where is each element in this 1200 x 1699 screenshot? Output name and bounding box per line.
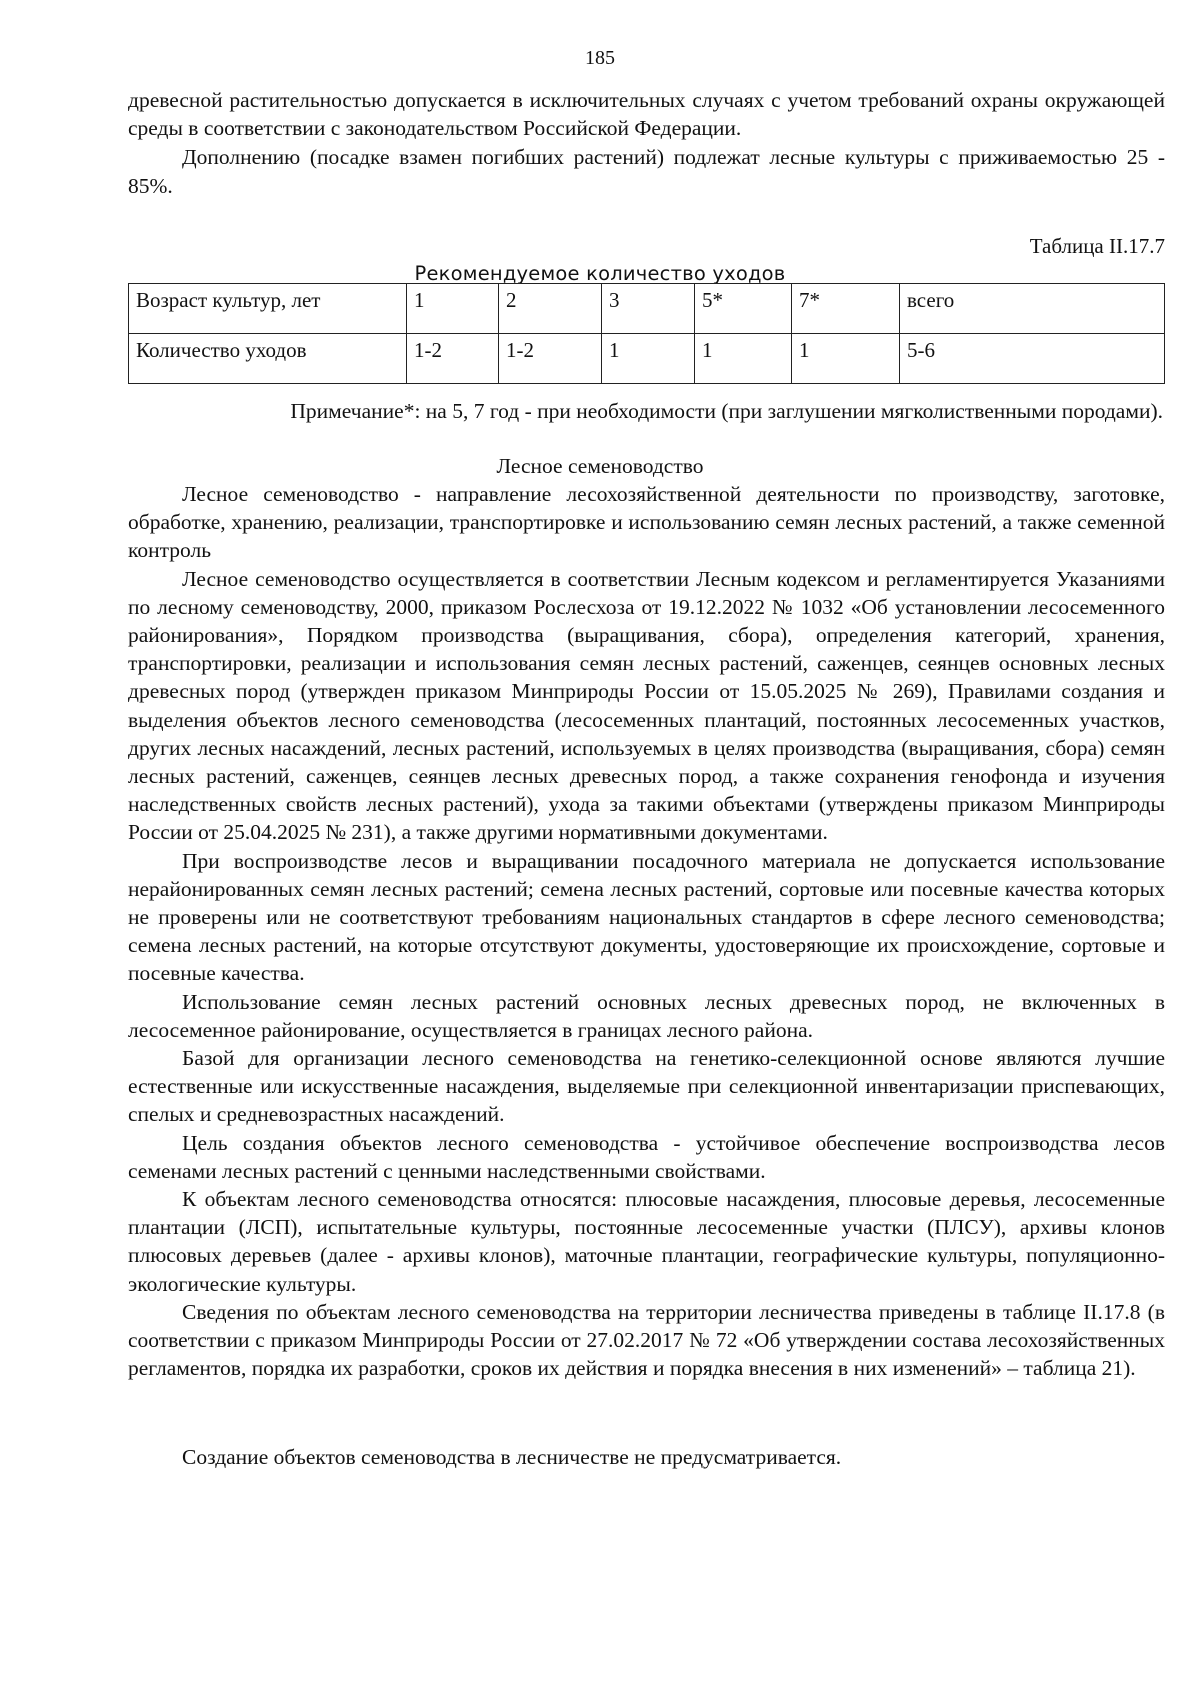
table-row — [129, 284, 1165, 334]
section-paragraph: Лесное семеноводство осуществляется в соответствии Лесным кодексом и регламентируется Указаниями по лесному семеноводству, 2000, приказом Рослесхоза от 19.12.2022 № 1032 «Об установлении лесосеменного районирования», Порядком производства (выращивания, сбора), определения категорий, хранения, транспортировки, реализации и использования семян лесных растений, саженцев, сеянцев основных лесных древесных пород (утвержден приказом Минприроды России от 15.05.2025 № 269), Правилами создания и выделения объектов лесного семеноводства (лесосеменных плантаций, постоянных лесосеменных участков, других лесных насаждений, лесных растений, используемых в целях производства (выращивания, сбора) семян лесных растений, саженцев, сеянцев лесных древесных пород, а также сохранения генофонда и изучения наследственных свойств лесных растений), ухода за такими объектами (утверждены приказом Минприроды России от 25.04.2025 № 231), а также другими нормативными документами. — [128, 566, 1165, 845]
table-cell: всего — [900, 284, 1165, 334]
section-paragraph: Цель создания объектов лесного семеноводства - устойчивое обеспечение воспроизводства лесов семенами лесных растений с ценными наследственными свойствами. — [128, 1130, 1165, 1183]
section-heading: Лесное семеноводство — [496, 454, 704, 478]
table-cell: 5* — [695, 284, 792, 334]
section-last — [128, 1443, 1165, 1471]
table-cell: 2 — [499, 284, 602, 334]
table-cell: 1 — [695, 334, 792, 384]
section-body — [128, 480, 1165, 1383]
intro-text — [128, 86, 1165, 200]
table-cell: 1 — [792, 334, 900, 384]
table-cell: 1 — [602, 334, 695, 384]
table-cell: Количество уходов — [129, 334, 407, 384]
table-note: Примечание*: на 5, 7 год - при необходимости (при заглушении мягколиственными породами). — [290, 399, 1163, 423]
table-cell: 1-2 — [499, 334, 602, 384]
table-cell: 5-6 — [900, 334, 1165, 384]
intro-paragraph-2: Дополнению (посадке взамен погибших растений) подлежат лесные культуры с приживаемостью 25 - 85%. — [128, 145, 1165, 198]
section-paragraph: При воспроизводстве лесов и выращивании посадочного материала не допускается использование нерайонированных семян лесных растений; семена лесных растений, сортовые или посевные качества которых не проверены или не соответствуют требованиям национальных стандартов в сфере лесного семеноводства; семена лесных растений, на которые отсутствуют документы, удостоверяющие их происхождение, сортовые и посевные качества. — [128, 848, 1165, 986]
table-cell: 1 — [407, 284, 499, 334]
intro-paragraph-1: древесной растительностью допускается в исключительных случаях с учетом требований охраны окружающей среды в соответствии с законодательством Российской Федерации. — [128, 88, 1165, 141]
table-title: Рекомендуемое количество уходов — [414, 262, 786, 285]
section-paragraph-last: Создание объектов семеноводства в лесничестве не предусматривается. — [182, 1445, 842, 1469]
table-cell: 3 — [602, 284, 695, 334]
section-paragraph: Лесное семеноводство - направление лесохозяйственной деятельности по производству, заготовке, обработке, хранению, реализации, транспортировке и использованию семян лесных растений, а также семенной контроль — [128, 482, 1165, 563]
section-paragraph: Базой для организации лесного семеноводства на генетико-селекционной основе являются лучшие естественные или искусственные насаждения, выделяемые при селекционной инвентаризации приспевающих, спелых и средневозрастных насаждений. — [128, 1046, 1165, 1127]
section-paragraph: Использование семян лесных растений основных лесных древесных пород, не включенных в лесосеменное районирование, осуществляется в границах лесного района. — [128, 989, 1165, 1042]
section-paragraph: Сведения по объектам лесного семеноводства на территории лесничества приведены в таблице II.17.8 (в соответствии с приказом Минприроды России от 27.02.2017 № 72 «Об утверждении состава лесохозяйственных регламентов, порядка их разработки, сроков их действия и порядка внесения в них изменений» – таблица 21). — [128, 1299, 1165, 1381]
table-label: Таблица II.17.7 — [1029, 234, 1165, 258]
page-number: 185 — [585, 47, 615, 69]
section-paragraph: К объектам лесного семеноводства относятся: плюсовые насаждения, плюсовые деревья, лесосеменные плантации (ЛСП), испытательные культуры, постоянные лесосеменные участки (ПЛСУ), архивы клонов плюсовых деревьев (далее - архивы клонов), маточные плантации, географические культуры, популяционно-экологические культуры. — [128, 1187, 1165, 1296]
care-table — [128, 283, 1165, 384]
table-cell: 1-2 — [407, 334, 499, 384]
table-cell: 7* — [792, 284, 900, 334]
table-row — [129, 334, 1165, 384]
table-cell: Возраст культур, лет — [129, 284, 407, 334]
